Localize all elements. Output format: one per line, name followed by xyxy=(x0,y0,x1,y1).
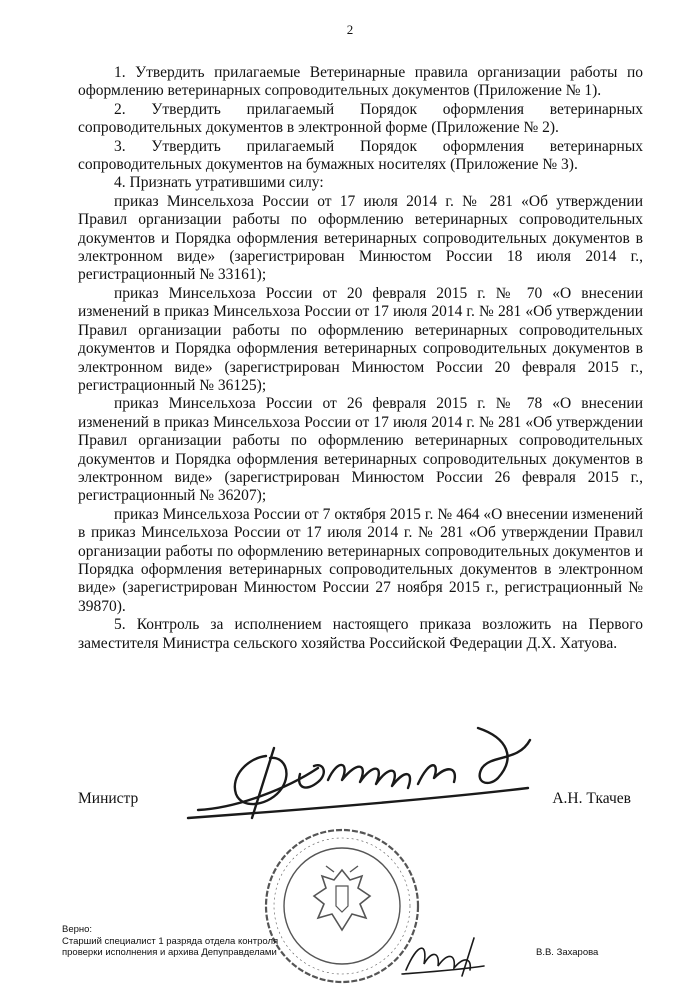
verifier-signature xyxy=(398,930,488,980)
repealed-order-70: приказ Минсельхоза России от 20 февраля 2015 г. № 70 «О внесении изменений в приказ Минсельхоза России от 17 июля 2014 г. № 281 «Об утверждении Правил организации работы по оформлению ветеринарных сопроводительных документов и Порядка оформления ветеринарных сопроводительных документов в электронном виде» (зарегистрирован Минюстом России 20 февраля 2015 г., регистрационный № 36125); xyxy=(78,284,643,394)
document-body xyxy=(78,64,643,653)
minister-signature xyxy=(178,718,548,828)
paragraph-5: 5. Контроль за исполнением настоящего приказа возложить на Первого заместителя Министра сельского хозяйства Российской Федерации Д.Х. Хатуова. xyxy=(78,616,643,652)
signatory-position: Министр xyxy=(78,790,139,807)
paragraph-2: 2. Утвердить прилагаемый Порядок оформления ветеринарных сопроводительных документов в электронной форме (Приложение № 2). xyxy=(78,100,643,137)
repealed-order-281: приказ Минсельхоза России от 17 июля 2014 г. № 281 «Об утверждении Правил организации работы по оформлению ветеринарных сопроводительных документов и Порядка оформления ветеринарных сопроводительных документов в электронном виде» (зарегистрирован Минюстом России 18 июля 2014 г., регистрационный № 33161); xyxy=(78,192,643,284)
signatory-name: А.Н. Ткачев xyxy=(552,790,631,807)
paragraph-1: 1. Утвердить прилагаемые Ветеринарные правила организации работы по оформлению ветеринарных сопроводительных документов (Приложение № 1). xyxy=(78,64,643,100)
repealed-order-464: приказ Минсельхоза России от 7 октября 2015 г. № 464 «О внесении изменений в приказ Минсельхоза России от 17 июля 2014 г. № 281 «Об утверждении Правил организации работы по оформлению ветеринарных сопроводительных документов и Порядка оформления ветеринарных сопроводительных документов в электронном виде» (зарегистрирован Минюстом России 27 ноября 2015 г., регистрационный № 39870). xyxy=(78,505,643,615)
page-number: 2 xyxy=(346,22,354,37)
repealed-order-78: приказ Минсельхоза России от 26 февраля 2015 г. № 78 «О внесении изменений в приказ Минсельхоза России от 17 июля 2014 г. № 281 «Об утверждении Правил организации работы по оформлению ветеринарных сопроводительных документов и Порядка оформления ветеринарных сопроводительных документов в электронном виде» (зарегистрирован Минюстом России 26 февраля 2015 г., регистрационный № 36207); xyxy=(78,395,643,505)
paragraph-4: 4. Признать утратившими силу: xyxy=(114,174,324,192)
paragraph-3: 3. Утвердить прилагаемый Порядок оформления ветеринарных сопроводительных документов на бумажных носителях (Приложение № 3). xyxy=(78,137,643,174)
verification-label: Верно: xyxy=(62,924,93,935)
verifier-position: Старший специалист 1 разряда отдела контроля проверки исполнения и архива Депуправделами xyxy=(62,935,279,958)
verification-block xyxy=(62,924,302,959)
verifier-name: В.В. Захарова xyxy=(536,947,599,958)
